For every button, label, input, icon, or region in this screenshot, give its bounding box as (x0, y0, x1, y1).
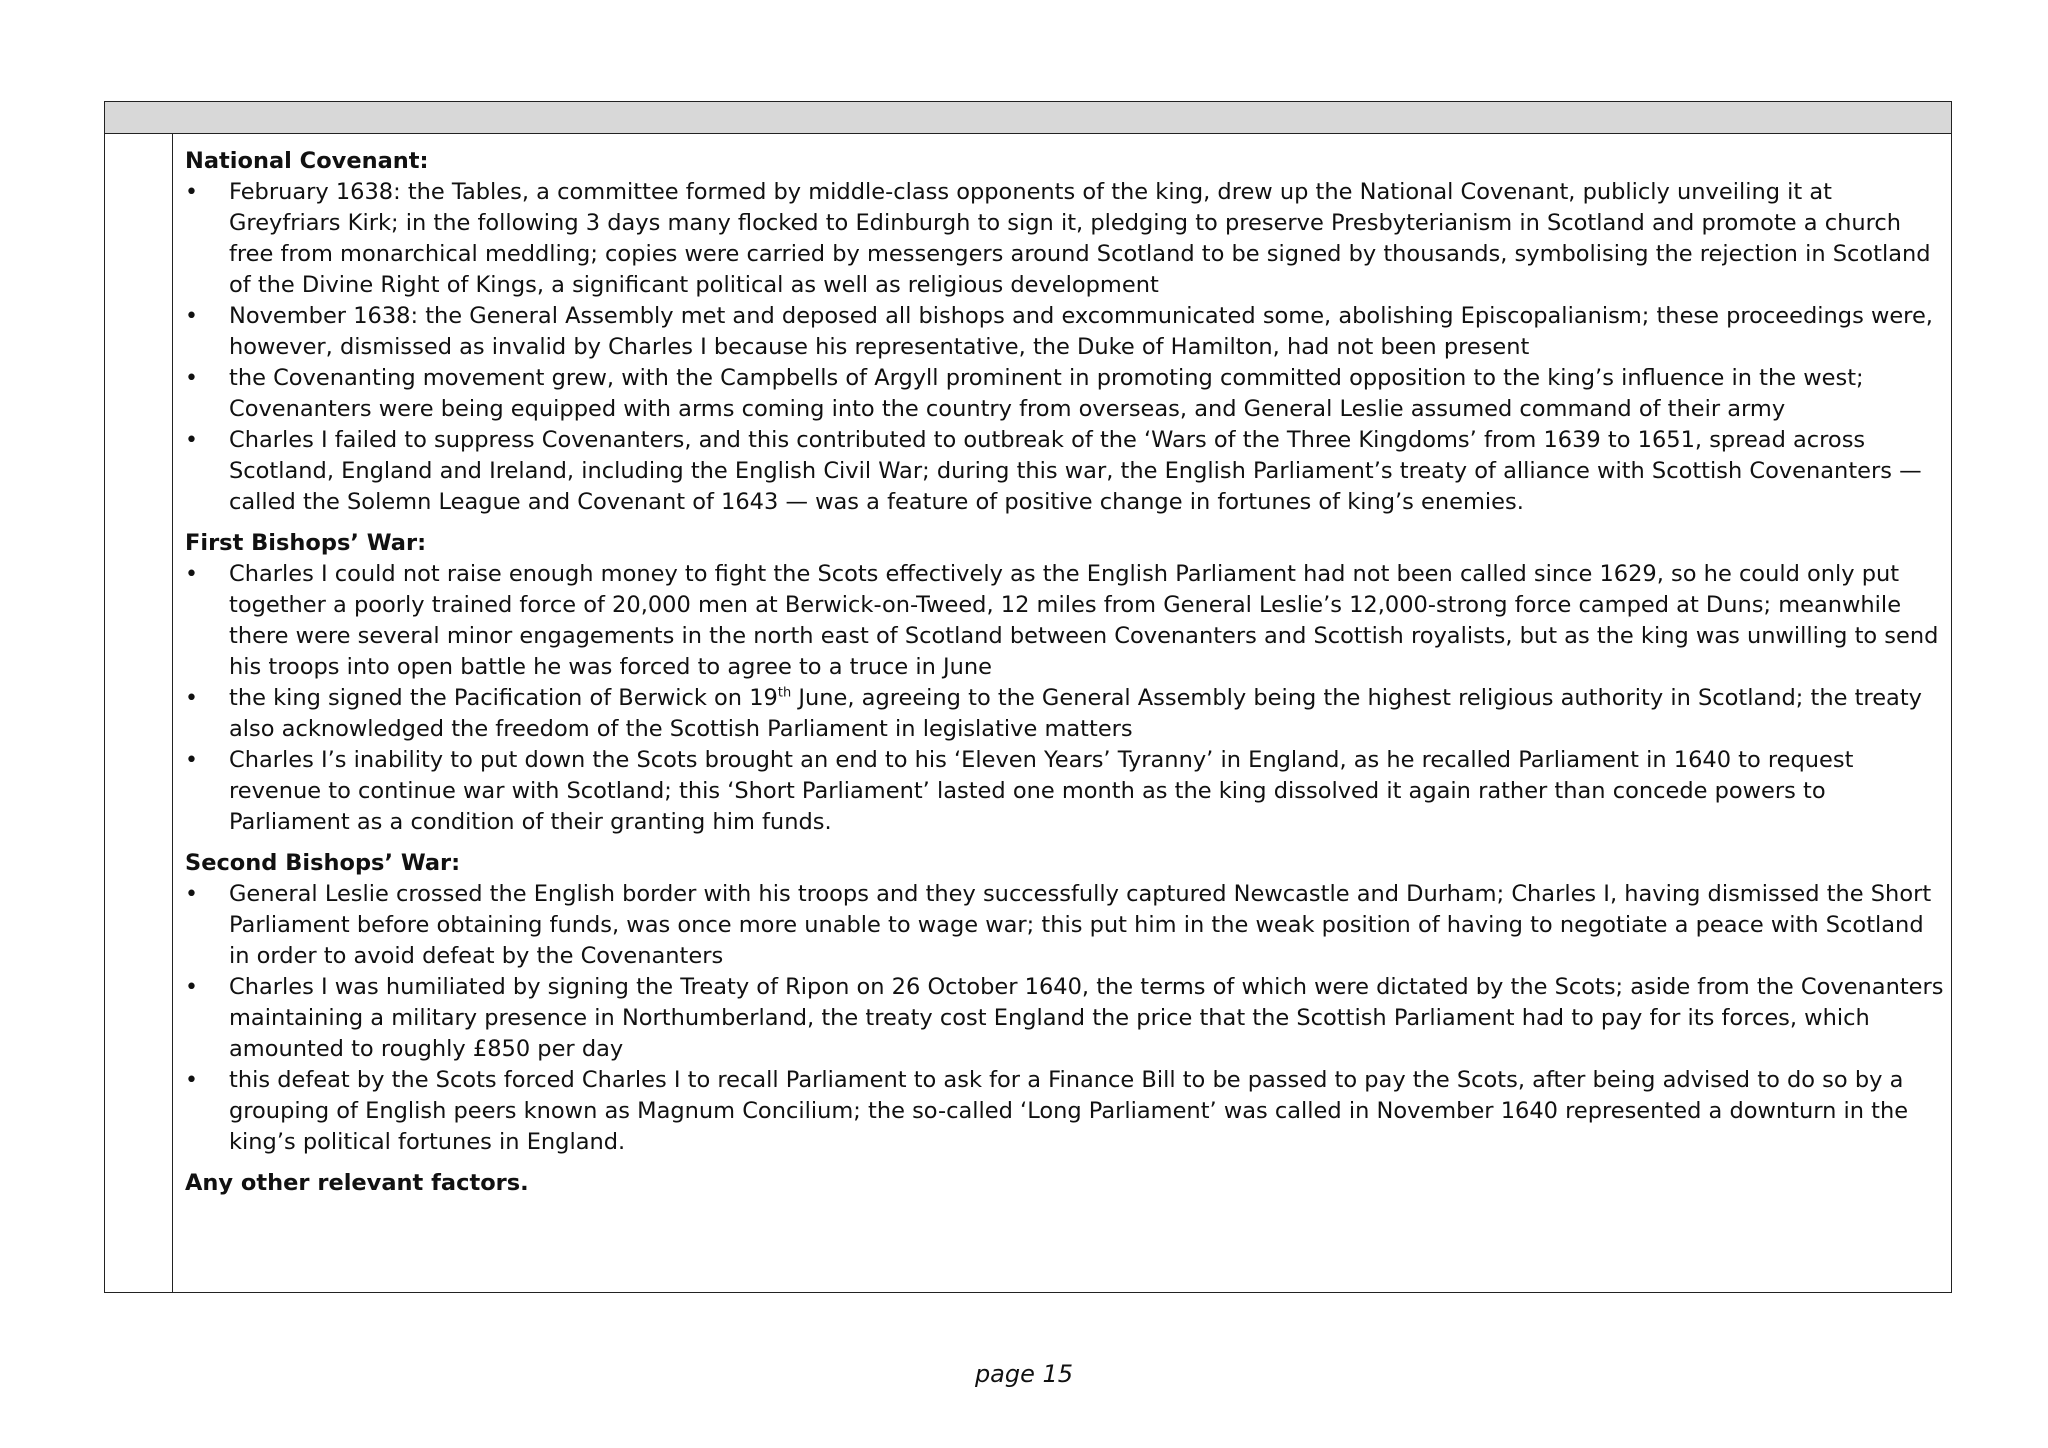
closing-note: Any other relevant factors. (185, 1170, 529, 1196)
table-content-cell (185, 146, 1945, 1222)
table-left-column (105, 134, 173, 1292)
list-item: • Charles I’s inability to put down the Scots brought an end to his ‘Eleven Years’ Tyranny’ in England, as he recalled Parliament in 1640 to request revenue to continue war with Scotland; this ‘Short Parliament’ lasted one month as the king dissolved it again rather than concede powers to Parliament as a condition of their granting him funds. (185, 745, 1945, 838)
list-item: • November 1638: the General Assembly met and deposed all bishops and excommunicated some, abolishing Episcopalianism; these proceedings were, however, dismissed as invalid by Charles I because his representative, the Duke of Hamilton, had not been present (185, 301, 1945, 363)
list-item: • General Leslie crossed the English border with his troops and they successfully captured Newcastle and Durham; Charles I, having dismissed the Short Parliament before obtaining funds, was once more unable to wage war; this put him in the weak position of having to negotiate a peace with Scotland in order to avoid defeat by the Covenanters (185, 879, 1945, 972)
list-item-text: the king signed the Pacification of Berwick on 19 (229, 685, 778, 711)
bullet-list (185, 559, 1945, 838)
page-number: page 15 (974, 1360, 1074, 1388)
section-first-bishops-war (185, 528, 1945, 838)
table-header-band (105, 102, 1951, 134)
list-item: • February 1638: the Tables, a committee formed by middle-class opponents of the king, drew up the National Covenant, publicly unveiling it at Greyfriars Kirk; in the following 3 days many flocked to Edinburgh to sign it, pledging to preserve Presbyterianism in Scotland and promote a church free from monarchical meddling; copies were carried by messengers around Scotland to be signed by thousands, symbolising the rejection in Scotland of the Divine Right of Kings, a significant political as well as religious development (185, 177, 1945, 301)
bullet-list (185, 879, 1945, 1158)
section-heading: Second Bishops’ War: (185, 850, 461, 876)
list-item-text: June, agreeing to the General Assembly being the highest religious authority in Scotland; the treaty also acknowledged the freedom of the Scottish Parliament in legislative matters (229, 685, 1922, 742)
list-item: • Charles I was humiliated by signing the Treaty of Ripon on 26 October 1640, the terms of which were dictated by the Scots; aside from the Covenanters maintaining a military presence in Northumberland, the treaty cost England the price that the Scottish Parliament had to pay for its forces, which amounted to roughly £850 per day (185, 972, 1945, 1065)
list-item: • Charles I failed to suppress Covenanters, and this contributed to outbreak of the ‘Wars of the Three Kingdoms’ from 1639 to 1651, spread across Scotland, England and Ireland, including the English Civil War; during this war, the English Parliament’s treaty of alliance with Scottish Covenanters — called the Solemn League and Covenant of 1643 — was a feature of positive change in fortunes of king’s enemies. (185, 425, 1945, 518)
list-item: • Charles I could not raise enough money to fight the Scots effectively as the English Parliament had not been called since 1629, so he could only put together a poorly trained force of 20,000 men at Berwick-on-Tweed, 12 miles from General Leslie’s 12,000-strong force camped at Duns; meanwhile there were several minor engagements in the north east of Scotland between Covenanters and Scottish royalists, but as the king was unwilling to send his troops into open battle he was forced to agree to a truce in June (185, 559, 1945, 683)
ordinal-superscript: th (777, 685, 792, 701)
list-item (185, 683, 1945, 745)
bullet-list (185, 177, 1945, 518)
list-item: • this defeat by the Scots forced Charles I to recall Parliament to ask for a Finance Bill to be passed to pay the Scots, after being advised to do so by a grouping of English peers known as Magnum Concilium; the so-called ‘Long Parliament’ was called in November 1640 represented a downturn in the king’s political fortunes in England. (185, 1065, 1945, 1158)
list-item: • the Covenanting movement grew, with the Campbells of Argyll prominent in promoting committed opposition to the king’s influence in the west; Covenanters were being equipped with arms coming into the country from overseas, and General Leslie assumed command of their army (185, 363, 1945, 425)
marking-table (104, 101, 1952, 1293)
section-heading: First Bishops’ War: (185, 530, 427, 556)
section-second-bishops-war (185, 848, 1945, 1158)
section-national-covenant (185, 146, 1945, 518)
section-heading: National Covenant: (185, 148, 429, 174)
